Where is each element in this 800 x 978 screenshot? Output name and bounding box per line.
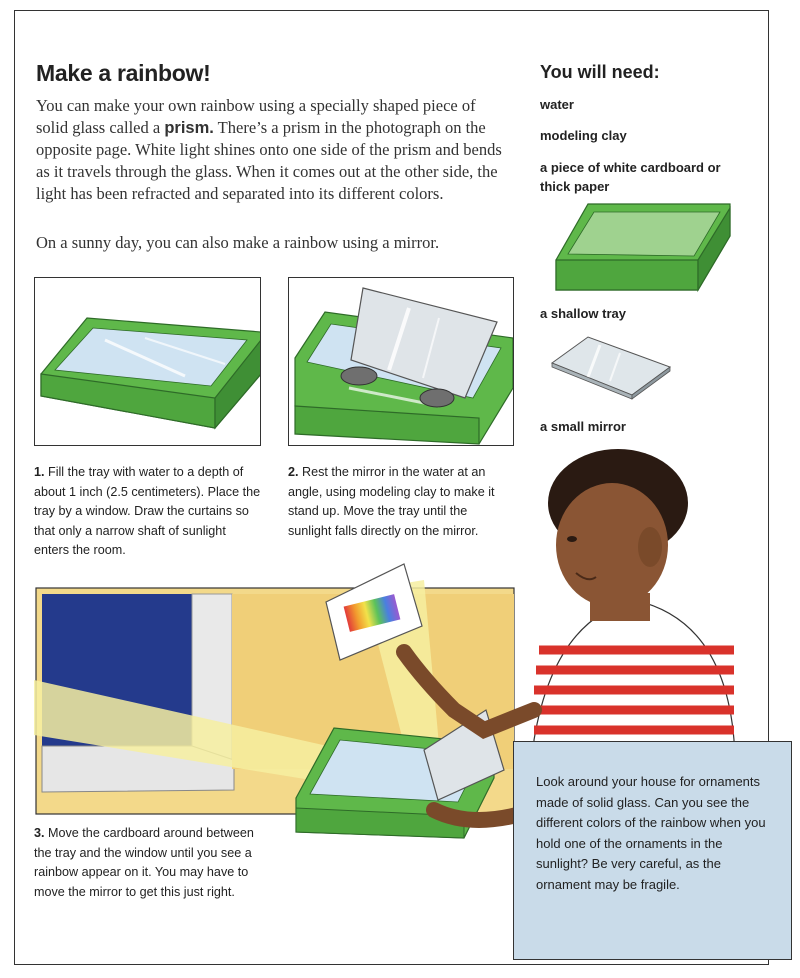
tray-illustration — [548, 198, 738, 293]
materials-heading: You will need: — [540, 62, 660, 82]
intro-text-after: There’s a prism in the photograph on the opposite page. White light shines onto one side of the prism and bends as it travels through the glass. When it comes out at the other side, the light has been refracted and separated into its different colors. — [36, 118, 502, 203]
material-clay: modeling clay — [540, 128, 627, 143]
material-tray: a shallow tray — [540, 306, 626, 321]
material-cardboard: a piece of white cardboard or thick paper — [540, 160, 721, 194]
boy-head-illustration — [530, 443, 710, 623]
step1-text: Fill the tray with water to a depth of about 1 inch (2.5 centimeters). Place the tray by a window. Draw the curtains so that only a narrow shaft of sunlight enters the room. — [34, 465, 261, 557]
material-water: water — [540, 97, 574, 112]
intro-bold-term: prism. — [164, 119, 214, 137]
step3-text: Move the cardboard around between the tray and the window until you see a rainbow appear on it. You may have to move the mirror to get this just right. — [34, 826, 254, 899]
material-mirror: a small mirror — [540, 419, 626, 434]
page-title: Make a rainbow! — [36, 60, 211, 86]
step1-number: 1. — [34, 465, 45, 479]
sunny-day-sentence: On a sunny day, you can also make a rainbow using a mirror. — [36, 233, 440, 252]
step2-illustration — [288, 277, 514, 446]
step2-instructions — [288, 463, 510, 541]
step2-text: Rest the mirror in the water at an angle, using modeling clay to make it stand up. Move the tray until the sunlight falls directly on the mirror. — [288, 465, 495, 538]
tip-text: Look around your house for ornaments made of solid glass. Can you see the different colors of the rainbow when you hold one of the ornaments in the sunlight? Be very careful, as the ornament may be fragile. — [536, 774, 766, 892]
step3-instructions — [34, 824, 254, 902]
intro-paragraph — [36, 95, 506, 205]
step1-illustration — [34, 277, 261, 446]
step1-instructions — [34, 463, 264, 561]
step3-number: 3. — [34, 826, 45, 840]
tip-box — [513, 741, 792, 960]
intro-text-before: You can make your own rainbow using a specially shaped piece of solid glass called a — [36, 96, 476, 137]
step2-number: 2. — [288, 465, 299, 479]
mirror-illustration — [548, 333, 673, 403]
